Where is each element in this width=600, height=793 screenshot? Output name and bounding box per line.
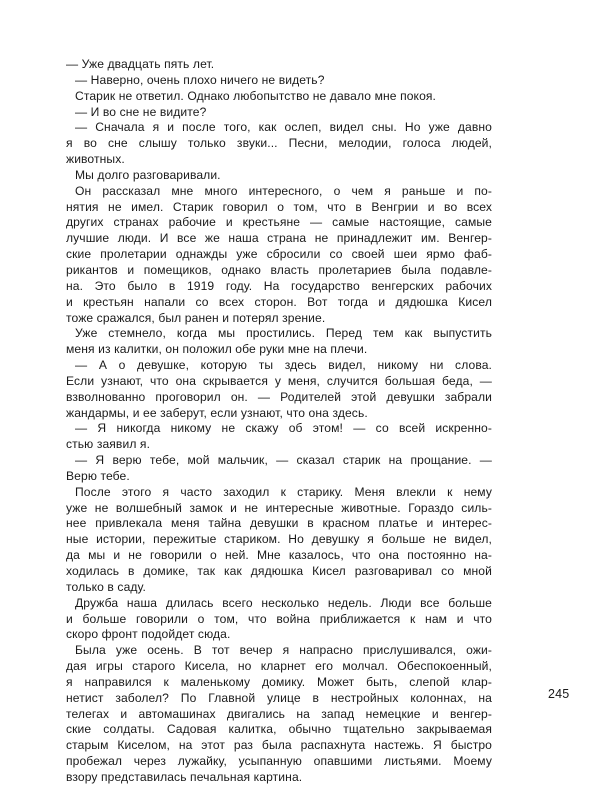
text-line: пробежал через лужайку, усыпанную опавшими листьями. Моему — [66, 754, 492, 769]
text-line: ские пролетарии однажды уже сбросили со своей шеи ярмо фаб- — [66, 247, 492, 262]
text-line: и крестьян напали со всех сторон. Вот тогда и дядюшка Кисел — [66, 294, 492, 309]
text-line: — Я никогда никому не скажу об этом! — со всей искренно- — [75, 421, 492, 436]
text-line: тоже сражался, был ранен и потерял зрение. — [66, 310, 326, 325]
text-line: взволнованно проговорил он. — Родителей этой девушки забрали — [66, 389, 492, 404]
text-line: нее привлекала меня тайна девушки в красном платье и интерес- — [66, 516, 492, 531]
text-line: Старик не ответил. Однако любопытство не давало мне покоя. — [75, 88, 436, 103]
text-line: ные истории, пережитые стариком. Но девушку я больше не видел, — [66, 532, 492, 547]
text-line: — И во сне не видите? — [75, 104, 207, 119]
text-line: только в саду. — [66, 579, 146, 594]
text-line: нетист заболел? По Главной улице в нестройных колоннах, на — [66, 690, 492, 705]
text-line: нятия не имел. Старик говорил о том, что в Венгрии и во всех — [66, 199, 492, 214]
text-line: телегах и автомашинах двигались на запад немецкие и венгер- — [66, 706, 492, 721]
text-line: Была уже осень. В тот вечер я напрасно прислушивался, ожи- — [75, 643, 492, 658]
text-line: меня из калитки, он положил обе руки мне на плечи. — [66, 342, 368, 357]
text-line: Мы долго разговаривали. — [75, 167, 221, 182]
text-line: Верю тебе. — [66, 468, 130, 483]
body-text — [66, 57, 492, 786]
text-line: других странах рабочие и крестьяне — самые настоящие, самые — [66, 215, 492, 230]
text-line: да мы и не говорили о ней. Мне казалось, что она постоянно на- — [66, 548, 492, 563]
text-line: я во сне слышу только звуки... Песни, мелодии, голоса людей, — [66, 136, 492, 151]
text-line: жандармы, и ее заберут, если узнают, что она здесь. — [66, 405, 368, 420]
text-line: лучшие люди. И все же наша страна не принадлежит им. Венгер- — [66, 231, 492, 246]
text-line: Если узнают, что она скрывается у меня, случится большая беда, — — [66, 373, 492, 388]
text-line: я направился к маленькому домику. Может быть, слепой клар- — [66, 674, 492, 689]
text-line: Он рассказал мне много интересного, о чем я раньше и по- — [75, 183, 492, 198]
text-line: старым Киселом, на этот раз была распахнута настежь. Я быстро — [66, 738, 492, 753]
text-line: — А о девушке, которую ты здесь видел, никому ни слова. — [75, 358, 492, 373]
text-line: дая игры старого Кисела, но кларнет его молчал. Обеспокоенный, — [66, 659, 492, 674]
text-line: ходилась в домике, так как дядюшка Кисел разговаривал со мной — [66, 564, 492, 578]
text-line: — Уже двадцать пять лет. — [66, 57, 215, 71]
text-line: ские солдаты. Садовая калитка, обычно тщательно закрываемая — [66, 722, 492, 737]
text-line: животных. — [66, 152, 125, 167]
text-line: на. Это было в 1919 году. На государство венгерских рабочих — [66, 278, 492, 293]
text-line: Уже стемнело, когда мы простились. Перед тем как выпустить — [75, 326, 492, 341]
text-line: Дружба наша длилась всего несколько недель. Люди все больше — [75, 595, 492, 610]
text-line: уже не волшебный замок и не интересные животные. Гораздо силь- — [66, 500, 492, 515]
text-line: взору представилась печальная картина. — [66, 769, 303, 784]
text-line: — Сначала я и после того, как ослеп, видел сны. Но уже давно — [75, 120, 492, 135]
text-line: — Я верю тебе, мой мальчик, — сказал старик на прощание. — — [75, 453, 492, 468]
text-line: рикантов и помещиков, однако власть пролетариев была подавле- — [66, 262, 492, 277]
text-line: После этого я часто заходил к старику. Меня влекли к нему — [75, 484, 492, 499]
text-line: скоро фронт подойдет сюда. — [66, 627, 231, 642]
text-line: и больше говорили о том, что война приближается к нам и что — [66, 611, 492, 626]
text-line: стью заявил я. — [66, 437, 151, 452]
text-line: — Наверно, очень плохо ничего не видеть? — [75, 72, 325, 87]
page-number: 245 — [548, 687, 570, 701]
